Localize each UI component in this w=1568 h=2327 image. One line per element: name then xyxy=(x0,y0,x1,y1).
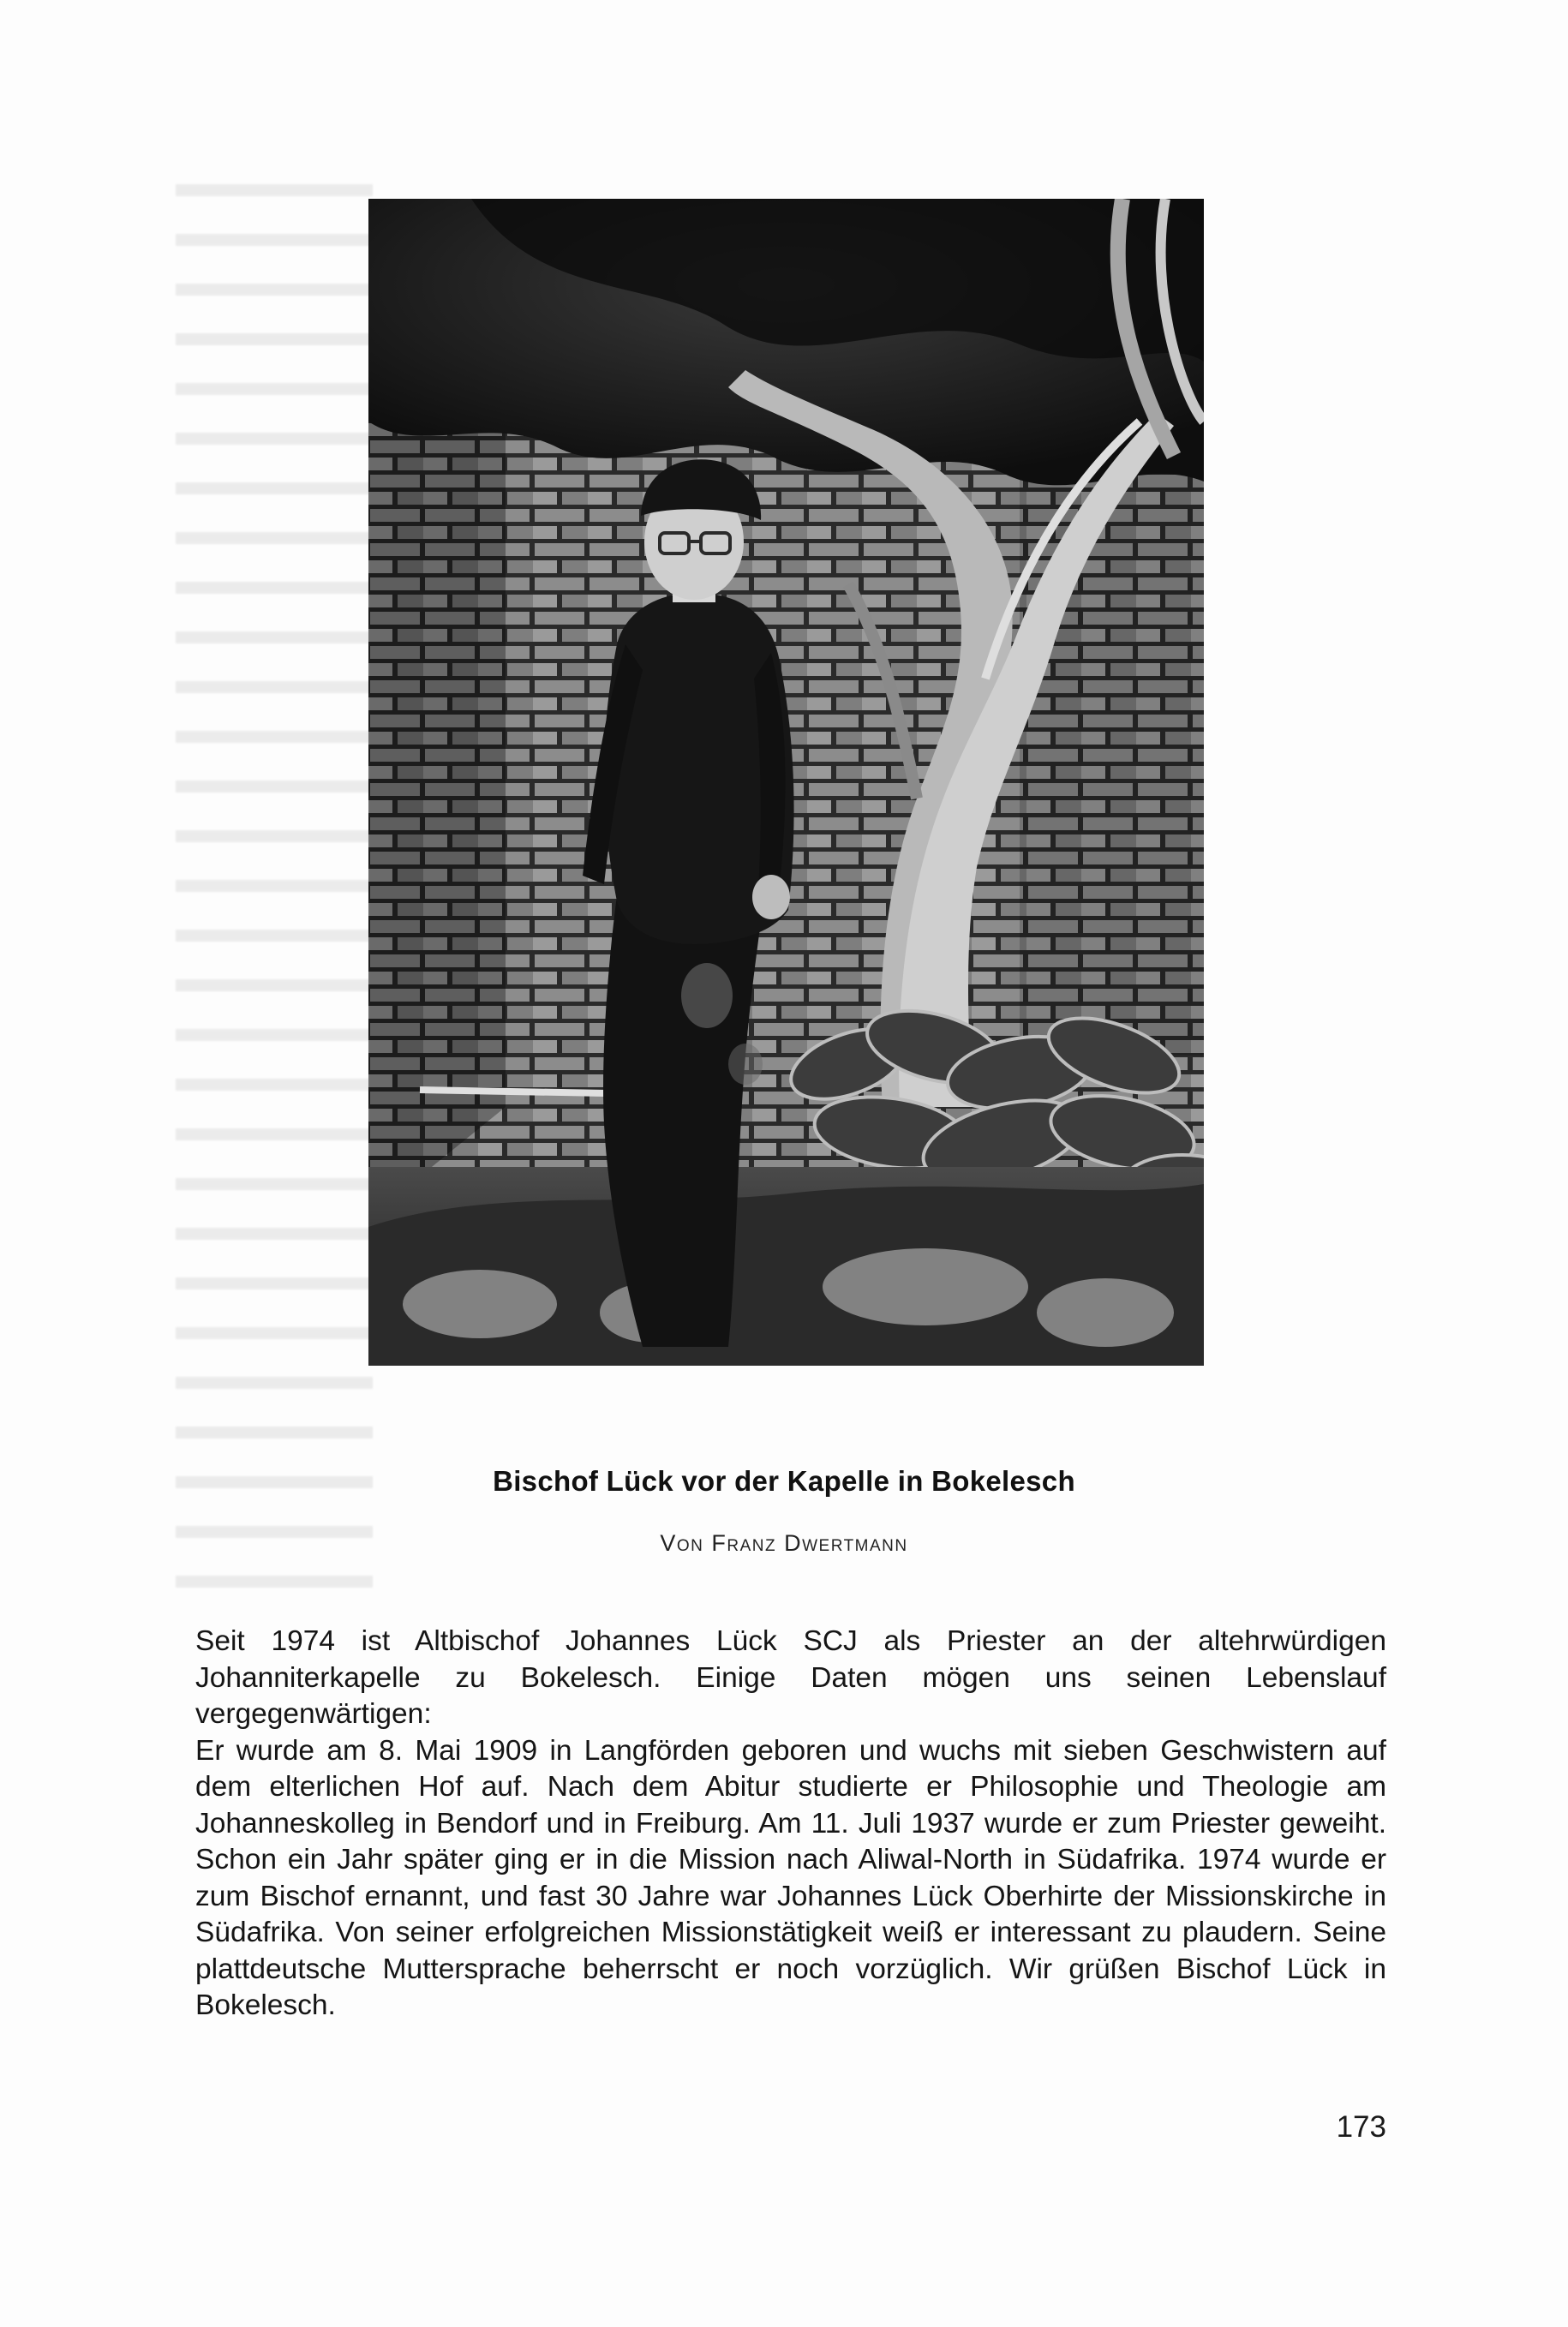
author-line: Von Franz Dwertmann xyxy=(660,1530,908,1556)
article-body xyxy=(195,1624,1386,2025)
paragraph: Seit 1974 ist Altbischof Johannes Lück SCJ als Priester an der altehrwürdigen Johanniterkapelle zu Bokelesch. Einige Daten mögen uns seinen Lebenslauf vergegenwärtigen: xyxy=(195,1625,1386,1730)
photograph xyxy=(368,199,1204,1366)
page-number: 173 xyxy=(1336,2110,1386,2144)
paragraph: Er wurde am 8. Mai 1909 in Langförden geboren und wuchs mit sieben Geschwistern auf dem elterlichen Hof auf. Nach dem Abitur studierte er Philosophie und Theologie am Johanneskolleg in Bendorf und in Freiburg. Am 11. Juli 1937 wurde er zum Priester geweiht. Schon ein Jahr später ging er in die Mission nach Aliwal-North in Südafrika. 1974 wurde er zum Bischof ernannt, und fast 30 Jahre war Johannes Lück Oberhirte der Missionskirche in Südafrika. Von seiner erfolgreichen Missionstätigkeit weiß er interessant zu plaudern. Seine plattdeutsche Muttersprache beherrscht er noch vorzüglich. Wir grüßen Bischof Lück in Bokelesch. xyxy=(195,1734,1386,2021)
photo-illustration xyxy=(368,199,1204,1366)
photo-caption: Bischof Lück vor der Kapelle in Bokelesch xyxy=(493,1465,1075,1497)
bleed-through-text xyxy=(176,184,373,1598)
